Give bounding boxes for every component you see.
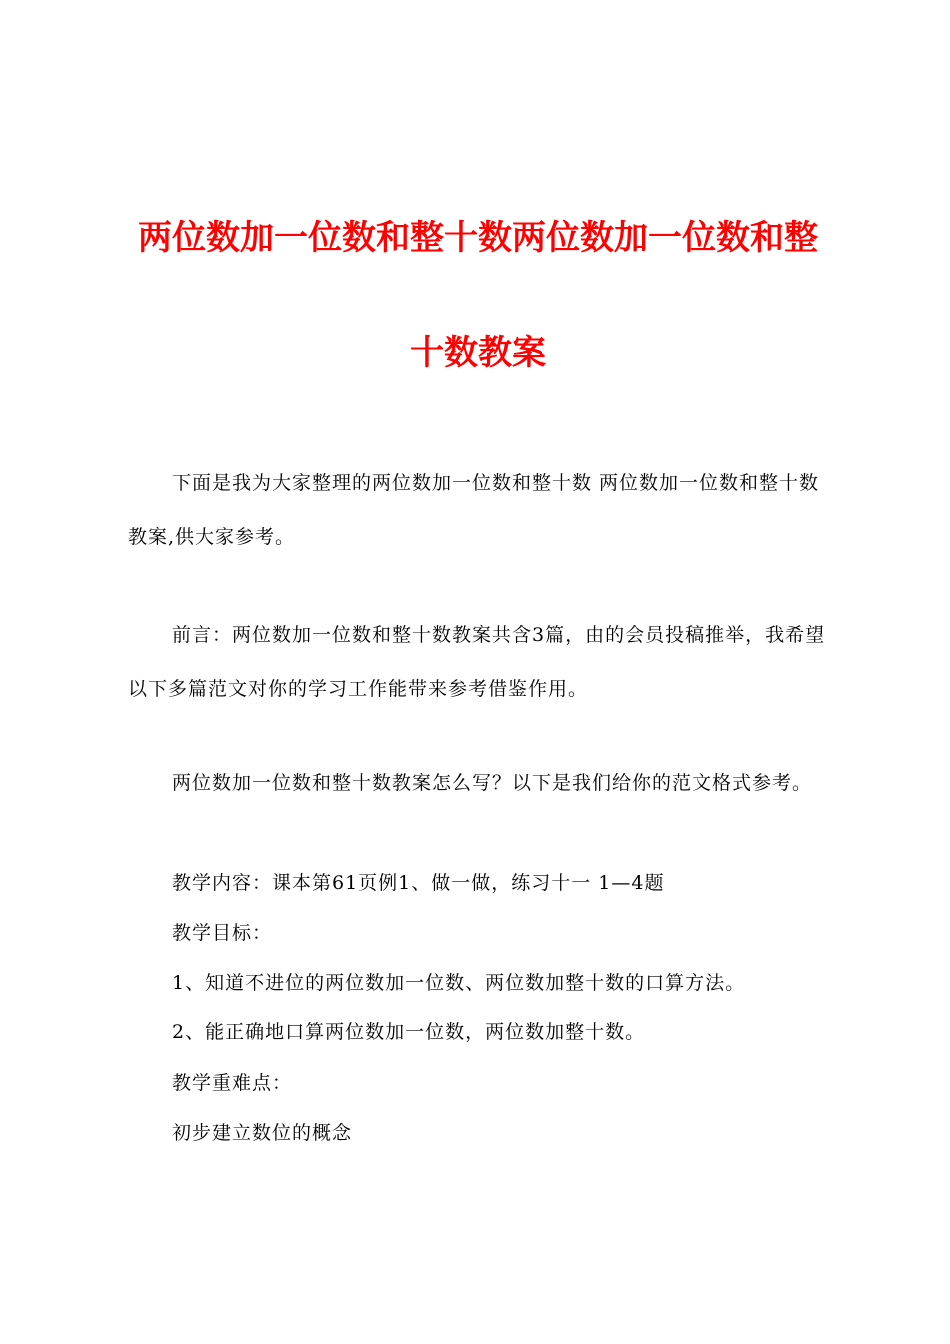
teaching-goal-item: 1、知道不进位的两位数加一位数、两位数加整十数的口算方法。 [172,972,746,994]
preface-paragraph: 前言：两位数加一位数和整十数教案共含3篇，由的会员投稿推举，我希望以下多篇范文对你的学习工作能带来参考借鉴作用。 [128,624,826,700]
teaching-goals-heading: 教学目标： [172,922,273,944]
document-title-line-1: 两位数加一位数和整十数两位数加一位数和整 [138,218,818,258]
document-title-line-2: 十数教案 [410,333,546,373]
key-point-item: 初步建立数位的概念 [172,1122,353,1144]
howto-paragraph: 两位数加一位数和整十数教案怎么写？以下是我们给你的范文格式参考。 [172,772,813,794]
key-points-heading: 教学重难点： [172,1072,293,1094]
intro-paragraph: 下面是我为大家整理的两位数加一位数和整十数 两位数加一位数和整十数教案,供大家参考。 [128,472,820,548]
teaching-goal-item: 2、能正确地口算两位数加一位数，两位数加整十数。 [172,1021,646,1043]
teaching-content: 教学内容：课本第61页例1、做一做，练习十一 1—4题 [172,872,665,894]
